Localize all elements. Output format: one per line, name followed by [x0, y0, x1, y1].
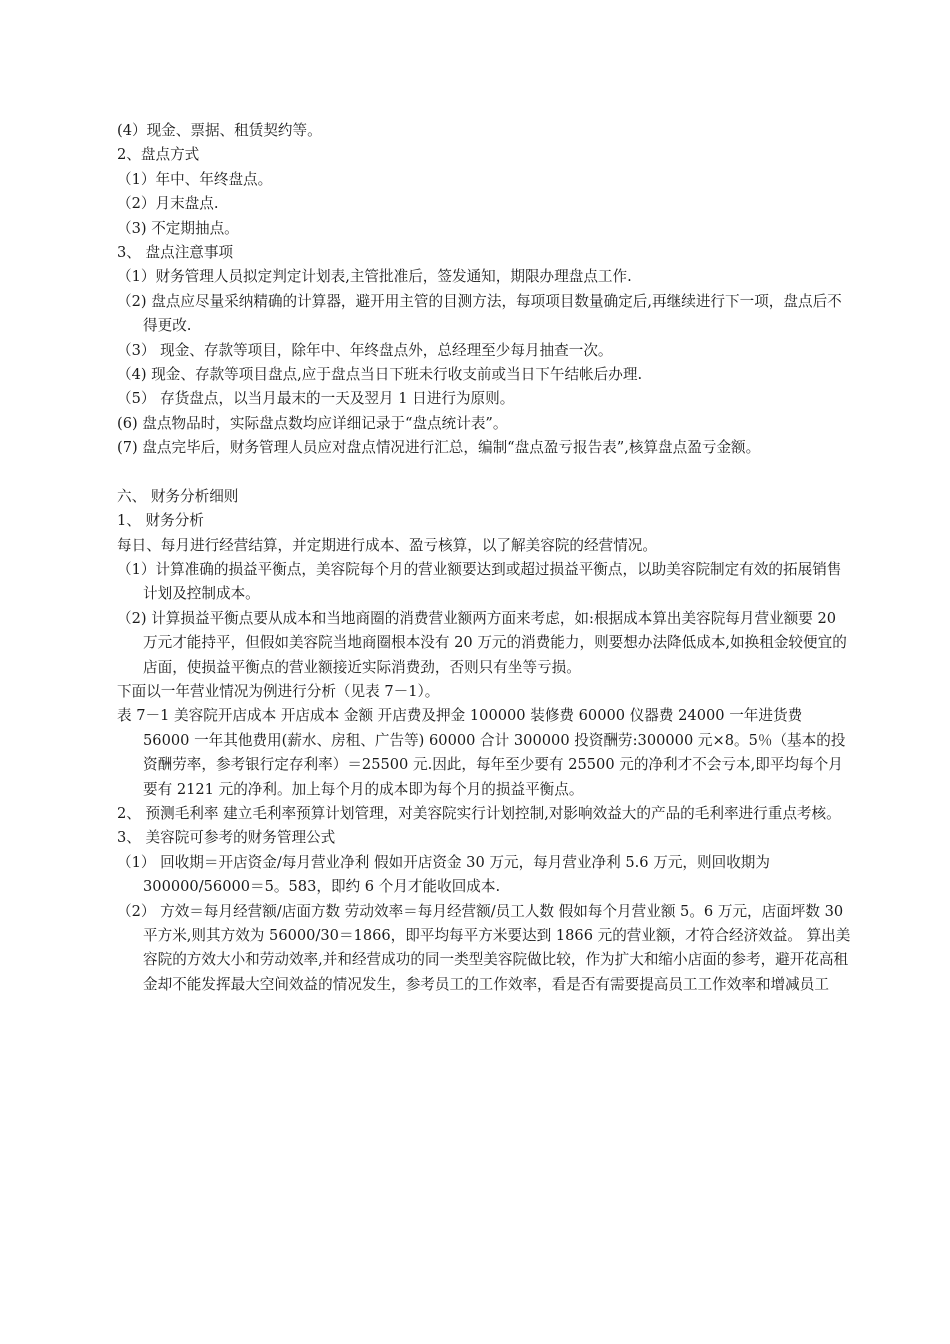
list-item: （1）财务管理人员拟定判定计划表,主管批准后，签发通知，期限办理盘点工作. — [117, 268, 632, 286]
section-heading: 3、 盘点注意事项 — [117, 244, 234, 262]
chapter-heading: 六、 财务分析细则 — [117, 487, 239, 505]
text-line: (4）现金、票据、租赁契约等。 — [117, 122, 322, 139]
list-item: (7) 盘点完毕后，财务管理人员应对盘点情况进行汇总，编制“盘点盈亏报告表”,核算盘点盈亏金额。 — [117, 439, 761, 457]
list-item: (6) 盘点物品时，实际盘点数均应详细记录于“盘点统计表”。 — [117, 414, 508, 432]
list-item: （1）年中、年终盘点。 — [117, 170, 273, 188]
list-item: （1）计算准确的损益平衡点，美容院每个月的营业额要达到或超过损益平衡点，以助美容院制定有效的拓展销售计划及控制成本。 — [117, 560, 842, 603]
section-heading: 2、 预测毛利率 建立毛利率预算计划管理，对美容院实行计划控制,对影响效益大的产品的毛利率进行重点考核。 — [117, 804, 841, 822]
paragraph: 下面以一年营业情况为例进行分析（见表 7－1）。 — [117, 682, 440, 700]
list-item: （2) 盘点应尽量采纳精确的计算器，避开用主管的目测方法，每项项目数量确定后,再继续进行下一项，盘点后不得更改. — [117, 292, 842, 335]
list-item: （5） 存货盘点，以当月最末的一天及翌月 1 日进行为原则。 — [117, 390, 515, 408]
section-heading: 2、盘点方式 — [117, 146, 200, 164]
document-body — [117, 119, 853, 997]
list-item: （4) 现金、存款等项目盘点,应于盘点当日下班未行收支前或当日下午结帐后办理. — [117, 366, 643, 384]
list-item: （3） 现金、存款等项目，除年中、年终盘点外，总经理至少每月抽查一次。 — [117, 341, 613, 359]
table-paragraph: 表 7－1 美容院开店成本 开店成本 金额 开店费及押金 100000 装修费 60000 仪器费 24000 一年进货费 56000 一年其他费用(薪水、房租、广告等) 60000 合计 300000 投资酬劳:300000 元×8。5％（基本的投资酬劳率，参考银行定存利率）＝25500 元.因此，每年至少要有 25500 元的净利才不会亏本,即平均每个月要有 2121 元的净利。加上每个月的成本即为每个月的损益平衡点。 — [117, 707, 846, 798]
list-item: （2） 方效＝每月经营额/店面方数 劳动效率＝每月经营额/员工人数 假如每个月营业额 5。6 万元，店面坪数 30 平方米,则其方效为 56000/30＝1866，即平均每平方米要达到 1866 元的营业额，才符合经济效益。 算出美容院的方效大小和劳动效率,并和经营成功的同一类型美容院做比较，作为扩大和缩小店面的参考，避开花高租金却不能发挥最大空间效益的情况发生，参考员工的工作效率，看是否有需要提高员工工作效率和增减员工 — [117, 902, 851, 993]
list-item: （3) 不定期抽点。 — [117, 219, 239, 237]
paragraph: 每日、每月进行经营结算，并定期进行成本、盈亏核算，以了解美容院的经营情况。 — [117, 536, 657, 554]
list-item: （1） 回收期＝开店资金/每月营业净利 假如开店资金 30 万元，每月营业净利 5.6 万元，则回收期为 300000/56000＝5。583，即约 6 个月才能收回成本. — [117, 853, 770, 896]
section-heading: 3、 美容院可参考的财务管理公式 — [117, 829, 336, 847]
list-item: （2）月末盘点. — [117, 195, 219, 213]
paragraph-gap — [117, 461, 853, 485]
section-heading: 1、 财务分析 — [117, 512, 204, 530]
list-item: （2) 计算损益平衡点要从成本和当地商圈的消费营业额两方面来考虑，如:根据成本算出美容院每月营业额要 20 万元才能持平，但假如美容院当地商圈根本没有 20 万元的消费能力，则要想办法降低成本,如换租金较便宜的店面，使损益平衡点的营业额接近实际消费劲，否则只有坐等亏损。 — [117, 609, 847, 676]
